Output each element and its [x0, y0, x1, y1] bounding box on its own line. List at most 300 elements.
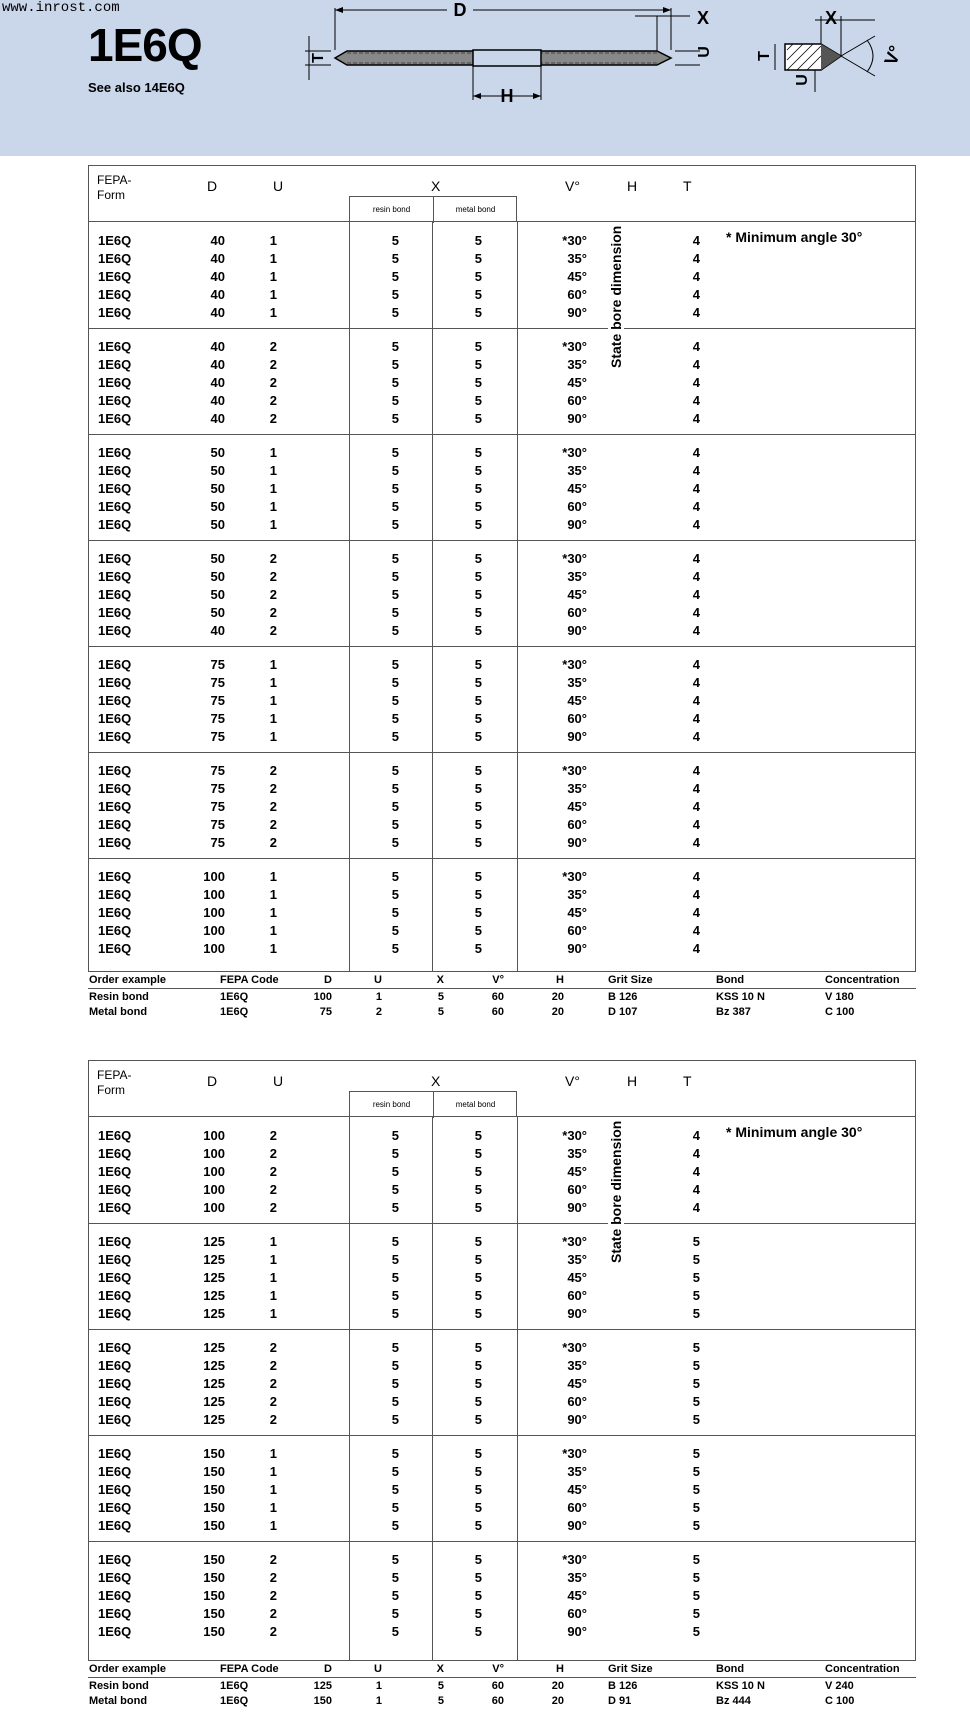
order-cell-h: 20 [551, 1695, 564, 1707]
cell-t: 4 [692, 569, 700, 584]
cell-v: 45° [567, 1376, 587, 1391]
cell-d: 40 [210, 393, 225, 408]
cell-xr: 5 [391, 1200, 399, 1215]
cell-d: 125 [203, 1394, 225, 1409]
cell-form: 1E6Q [98, 587, 132, 602]
cell-form: 1E6Q [98, 623, 132, 638]
cell-xr: 5 [391, 411, 399, 426]
cell-xr: 5 [391, 1164, 399, 1179]
cell-u: 2 [269, 817, 277, 832]
page-title: 1E6Q [88, 19, 202, 71]
cell-u: 1 [269, 499, 277, 514]
cell-t: 4 [692, 287, 700, 302]
order-header-u: U [374, 1663, 382, 1675]
order-cell-x: 5 [437, 1006, 444, 1018]
table-row [89, 1570, 915, 1588]
cell-xm: 5 [474, 1306, 482, 1321]
cell-xr: 5 [391, 887, 399, 902]
cell-xr: 5 [391, 1552, 399, 1567]
table-row [89, 781, 915, 799]
cell-u: 1 [269, 905, 277, 920]
cell-t: 4 [692, 357, 700, 372]
cell-form: 1E6Q [98, 357, 132, 372]
cell-d: 150 [203, 1588, 225, 1603]
cell-xr: 5 [391, 1412, 399, 1427]
order-header-d: D [324, 1663, 332, 1675]
cell-form: 1E6Q [98, 1464, 132, 1479]
cell-u: 1 [269, 711, 277, 726]
table-row [89, 1482, 915, 1500]
cell-t: 4 [692, 587, 700, 602]
cell-v: 60° [567, 1288, 587, 1303]
cell-xr: 5 [391, 463, 399, 478]
order-cell-code: 1E6Q [220, 991, 249, 1003]
cell-d: 150 [203, 1570, 225, 1585]
cell-xr: 5 [391, 1588, 399, 1603]
table-row [89, 1146, 915, 1164]
order-cell-d: 100 [313, 991, 332, 1003]
table-row [89, 1552, 915, 1570]
cell-d: 125 [203, 1252, 225, 1267]
cell-xm: 5 [474, 729, 482, 744]
cell-d: 150 [203, 1606, 225, 1621]
wheel-cross-section-diagram [295, 0, 715, 110]
table-row [89, 711, 915, 729]
cell-v: 35° [567, 1570, 587, 1585]
order-cell-label: Resin bond [89, 1680, 149, 1692]
order-cell-grit: D 91 [608, 1695, 632, 1707]
cell-t: 4 [692, 233, 700, 248]
cell-xm: 5 [474, 711, 482, 726]
cell-t: 4 [692, 605, 700, 620]
cell-form: 1E6Q [98, 941, 132, 956]
order-cell-conc: C 100 [825, 1006, 855, 1018]
cell-form: 1E6Q [98, 481, 132, 496]
cell-xm: 5 [474, 411, 482, 426]
cell-v: 45° [567, 799, 587, 814]
cell-xr: 5 [391, 305, 399, 320]
table-row [89, 569, 915, 587]
cell-t: 5 [692, 1270, 700, 1285]
header-x: X [431, 1073, 441, 1089]
cell-v: 35° [567, 1146, 587, 1161]
table-row [89, 339, 915, 357]
diagram-h-label: H [500, 86, 514, 106]
cell-v: 45° [567, 1482, 587, 1497]
cell-v: 45° [567, 693, 587, 708]
cell-t: 4 [692, 711, 700, 726]
cell-u: 2 [269, 1376, 277, 1391]
cell-xm: 5 [474, 623, 482, 638]
cell-xr: 5 [391, 357, 399, 372]
cell-xm: 5 [474, 1394, 482, 1409]
cell-xr: 5 [391, 1624, 399, 1639]
cell-v: 90° [567, 411, 587, 426]
cell-d: 50 [210, 551, 225, 566]
order-header-grit: Grit Size [608, 1663, 653, 1675]
cell-xm: 5 [474, 1464, 482, 1479]
cell-t: 4 [692, 375, 700, 390]
cell-d: 40 [210, 305, 225, 320]
watermark: www.inrost.com [2, 0, 120, 16]
cell-d: 75 [210, 799, 225, 814]
cell-form: 1E6Q [98, 411, 132, 426]
cell-form: 1E6Q [98, 1340, 132, 1355]
cell-u: 2 [269, 1340, 277, 1355]
cell-t: 5 [692, 1606, 700, 1621]
cell-d: 50 [210, 517, 225, 532]
cell-v: 60° [567, 1606, 587, 1621]
cell-form: 1E6Q [98, 569, 132, 584]
cell-xm: 5 [474, 887, 482, 902]
order-header-x: X [436, 974, 444, 986]
cell-xm: 5 [474, 605, 482, 620]
cell-u: 2 [269, 1606, 277, 1621]
order-header-conc: Concentration [825, 1663, 900, 1675]
cell-form: 1E6Q [98, 1570, 132, 1585]
cell-t: 4 [692, 339, 700, 354]
cell-t: 4 [692, 1200, 700, 1215]
cell-v: 35° [567, 781, 587, 796]
cell-t: 5 [692, 1446, 700, 1461]
cell-v: 35° [567, 569, 587, 584]
data-table [88, 1060, 916, 1661]
cell-xm: 5 [474, 269, 482, 284]
cell-xr: 5 [391, 817, 399, 832]
cell-xm: 5 [474, 1288, 482, 1303]
cell-form: 1E6Q [98, 1164, 132, 1179]
cell-t: 4 [692, 1164, 700, 1179]
cell-t: 5 [692, 1518, 700, 1533]
cell-xr: 5 [391, 941, 399, 956]
table-row [89, 1588, 915, 1606]
table-row [89, 1464, 915, 1482]
cell-xr: 5 [391, 799, 399, 814]
table-row [89, 1606, 915, 1624]
cell-xm: 5 [474, 763, 482, 778]
cell-xr: 5 [391, 1288, 399, 1303]
cell-d: 100 [203, 1164, 225, 1179]
cell-form: 1E6Q [98, 817, 132, 832]
header-u: U [273, 178, 284, 194]
table-row [89, 1518, 915, 1536]
order-cell-x: 5 [437, 1695, 444, 1707]
header-t: T [683, 178, 692, 194]
cell-u: 1 [269, 305, 277, 320]
cell-v: 35° [567, 463, 587, 478]
cell-form: 1E6Q [98, 339, 132, 354]
cell-xr: 5 [391, 517, 399, 532]
cell-xm: 5 [474, 675, 482, 690]
cell-u: 1 [269, 923, 277, 938]
order-cell-d: 125 [313, 1680, 332, 1692]
cell-u: 1 [269, 463, 277, 478]
cell-u: 1 [269, 657, 277, 672]
cell-d: 125 [203, 1234, 225, 1249]
page-subtitle: See also 14E6Q [88, 80, 185, 95]
cell-form: 1E6Q [98, 1552, 132, 1567]
cell-form: 1E6Q [98, 1446, 132, 1461]
cell-u: 1 [269, 1252, 277, 1267]
order-cell-bond: KSS 10 N [716, 1680, 765, 1692]
cell-v: 60° [567, 1182, 587, 1197]
cell-form: 1E6Q [98, 675, 132, 690]
cell-d: 75 [210, 817, 225, 832]
order-cell-grit: B 126 [608, 991, 638, 1003]
row-group [89, 646, 915, 752]
cell-d: 50 [210, 445, 225, 460]
order-cell-code: 1E6Q [220, 1006, 249, 1018]
group-separator [89, 1435, 915, 1436]
diagram2-x-label: X [824, 8, 838, 28]
cell-xm: 5 [474, 817, 482, 832]
cell-v: 90° [567, 1518, 587, 1533]
edge-profile-diagram [735, 0, 935, 110]
cell-d: 75 [210, 693, 225, 708]
diagram2-t-label: T [756, 51, 773, 61]
cell-v: 90° [567, 1200, 587, 1215]
cell-xm: 5 [474, 1518, 482, 1533]
cell-v: 60° [567, 499, 587, 514]
cell-form: 1E6Q [98, 499, 132, 514]
cell-xr: 5 [391, 711, 399, 726]
cell-xr: 5 [391, 1270, 399, 1285]
order-header-v: V° [492, 1663, 504, 1675]
table-row [89, 517, 915, 535]
cell-d: 40 [210, 623, 225, 638]
order-row [88, 991, 916, 1006]
cell-xr: 5 [391, 339, 399, 354]
cell-xm: 5 [474, 941, 482, 956]
cell-xr: 5 [391, 657, 399, 672]
order-header-code: FEPA Code [220, 974, 279, 986]
order-cell-conc: V 240 [825, 1680, 854, 1692]
order-header-grit: Grit Size [608, 974, 653, 986]
cell-t: 5 [692, 1394, 700, 1409]
cell-xm: 5 [474, 799, 482, 814]
order-cell-code: 1E6Q [220, 1680, 249, 1692]
cell-xm: 5 [474, 869, 482, 884]
table-row [89, 357, 915, 375]
header-u: U [273, 1073, 284, 1089]
cell-form: 1E6Q [98, 835, 132, 850]
cell-xr: 5 [391, 1182, 399, 1197]
cell-u: 1 [269, 1464, 277, 1479]
header-metal-bond: metal bond [455, 1100, 496, 1109]
cell-form: 1E6Q [98, 233, 132, 248]
order-cell-bond: KSS 10 N [716, 991, 765, 1003]
table-row [89, 923, 915, 941]
cell-xm: 5 [474, 445, 482, 460]
cell-form: 1E6Q [98, 1234, 132, 1249]
order-row [88, 1680, 916, 1695]
cell-form: 1E6Q [98, 287, 132, 302]
cell-v: *30° [562, 1234, 587, 1249]
bore-dimension-label: State bore dimension [608, 222, 624, 372]
table-row [89, 445, 915, 463]
cell-xr: 5 [391, 1340, 399, 1355]
cell-xr: 5 [391, 393, 399, 408]
cell-t: 4 [692, 463, 700, 478]
table-row [89, 251, 915, 269]
order-cell-h: 20 [551, 1006, 564, 1018]
cell-xm: 5 [474, 551, 482, 566]
cell-t: 4 [692, 251, 700, 266]
cell-t: 4 [692, 481, 700, 496]
table-row [89, 905, 915, 923]
order-cell-conc: C 100 [825, 1695, 855, 1707]
table-row [89, 887, 915, 905]
header-h: H [627, 1073, 638, 1089]
cell-form: 1E6Q [98, 445, 132, 460]
cell-d: 40 [210, 251, 225, 266]
cell-u: 1 [269, 481, 277, 496]
cell-d: 50 [210, 587, 225, 602]
group-separator [89, 1329, 915, 1330]
cell-v: 35° [567, 675, 587, 690]
cell-d: 40 [210, 269, 225, 284]
cell-u: 2 [269, 1164, 277, 1179]
table-row [89, 1182, 915, 1200]
diagram-d-label: D [453, 0, 467, 20]
cell-u: 2 [269, 339, 277, 354]
order-cell-v: 60 [491, 1695, 504, 1707]
cell-u: 2 [269, 1182, 277, 1197]
cell-xr: 5 [391, 605, 399, 620]
row-group [89, 540, 915, 646]
cell-xm: 5 [474, 1570, 482, 1585]
header-t: T [683, 1073, 692, 1089]
table-row [89, 393, 915, 411]
cell-xm: 5 [474, 357, 482, 372]
cell-form: 1E6Q [98, 905, 132, 920]
cell-t: 4 [692, 887, 700, 902]
table-row [89, 817, 915, 835]
cell-d: 75 [210, 675, 225, 690]
cell-xr: 5 [391, 869, 399, 884]
cell-v: *30° [562, 551, 587, 566]
cell-xm: 5 [474, 569, 482, 584]
cell-form: 1E6Q [98, 1482, 132, 1497]
cell-form: 1E6Q [98, 711, 132, 726]
cell-u: 2 [269, 1552, 277, 1567]
cell-v: *30° [562, 763, 587, 778]
cell-v: *30° [562, 657, 587, 672]
cell-t: 5 [692, 1376, 700, 1391]
cell-xr: 5 [391, 1500, 399, 1515]
cell-d: 40 [210, 375, 225, 390]
cell-xm: 5 [474, 1358, 482, 1373]
header-d: D [207, 1073, 218, 1089]
cell-u: 2 [269, 623, 277, 638]
cell-t: 4 [692, 693, 700, 708]
cell-t: 4 [692, 305, 700, 320]
cell-v: 60° [567, 605, 587, 620]
cell-d: 125 [203, 1288, 225, 1303]
cell-xm: 5 [474, 1146, 482, 1161]
cell-xm: 5 [474, 463, 482, 478]
cell-t: 4 [692, 1146, 700, 1161]
cell-xm: 5 [474, 657, 482, 672]
order-cell-x: 5 [437, 1680, 444, 1692]
cell-u: 1 [269, 1306, 277, 1321]
cell-xm: 5 [474, 305, 482, 320]
group-separator [89, 1541, 915, 1542]
row-group [89, 434, 915, 540]
table-row [89, 1306, 915, 1324]
cell-form: 1E6Q [98, 1128, 132, 1143]
cell-u: 1 [269, 1518, 277, 1533]
cell-v: 90° [567, 1624, 587, 1639]
cell-d: 100 [203, 1182, 225, 1197]
cell-form: 1E6Q [98, 1412, 132, 1427]
cell-form: 1E6Q [98, 269, 132, 284]
order-header [88, 974, 916, 989]
order-cell-u: 1 [375, 991, 382, 1003]
cell-u: 1 [269, 1234, 277, 1249]
cell-xm: 5 [474, 1446, 482, 1461]
cell-d: 50 [210, 569, 225, 584]
header-resin-bond: resin bond [372, 205, 411, 214]
cell-xr: 5 [391, 587, 399, 602]
cell-xr: 5 [391, 623, 399, 638]
order-header-label: Order example [89, 974, 167, 986]
order-header-x: X [436, 1663, 444, 1675]
cell-xr: 5 [391, 1128, 399, 1143]
cell-u: 2 [269, 1358, 277, 1373]
order-header-label: Order example [89, 1663, 167, 1675]
order-cell-d: 150 [313, 1695, 332, 1707]
cell-t: 5 [692, 1500, 700, 1515]
cell-xm: 5 [474, 1252, 482, 1267]
cell-d: 125 [203, 1358, 225, 1373]
row-group [89, 858, 915, 964]
table-row [89, 481, 915, 499]
cell-d: 125 [203, 1376, 225, 1391]
diagram-u-label: U [696, 46, 713, 58]
cell-d: 40 [210, 339, 225, 354]
cell-xm: 5 [474, 517, 482, 532]
cell-d: 75 [210, 711, 225, 726]
cell-u: 1 [269, 517, 277, 532]
cell-v: *30° [562, 445, 587, 460]
cell-v: 90° [567, 623, 587, 638]
cell-xr: 5 [391, 375, 399, 390]
table-row [89, 551, 915, 569]
table-row [89, 941, 915, 959]
cell-form: 1E6Q [98, 1306, 132, 1321]
order-row [88, 1006, 916, 1021]
cell-t: 4 [692, 923, 700, 938]
cell-form: 1E6Q [98, 1624, 132, 1639]
order-header-u: U [374, 974, 382, 986]
cell-d: 50 [210, 499, 225, 514]
table-row [89, 375, 915, 393]
cell-d: 100 [203, 869, 225, 884]
cell-v: 45° [567, 481, 587, 496]
cell-xm: 5 [474, 693, 482, 708]
order-cell-v: 60 [491, 1006, 504, 1018]
cell-u: 2 [269, 1146, 277, 1161]
cell-xr: 5 [391, 481, 399, 496]
cell-v: *30° [562, 1340, 587, 1355]
order-cell-bond: Bz 444 [716, 1695, 751, 1707]
cell-t: 4 [692, 941, 700, 956]
cell-form: 1E6Q [98, 799, 132, 814]
header-resin-bond: resin bond [372, 1100, 411, 1109]
header-metal-bond: metal bond [455, 205, 496, 214]
cell-xm: 5 [474, 1182, 482, 1197]
